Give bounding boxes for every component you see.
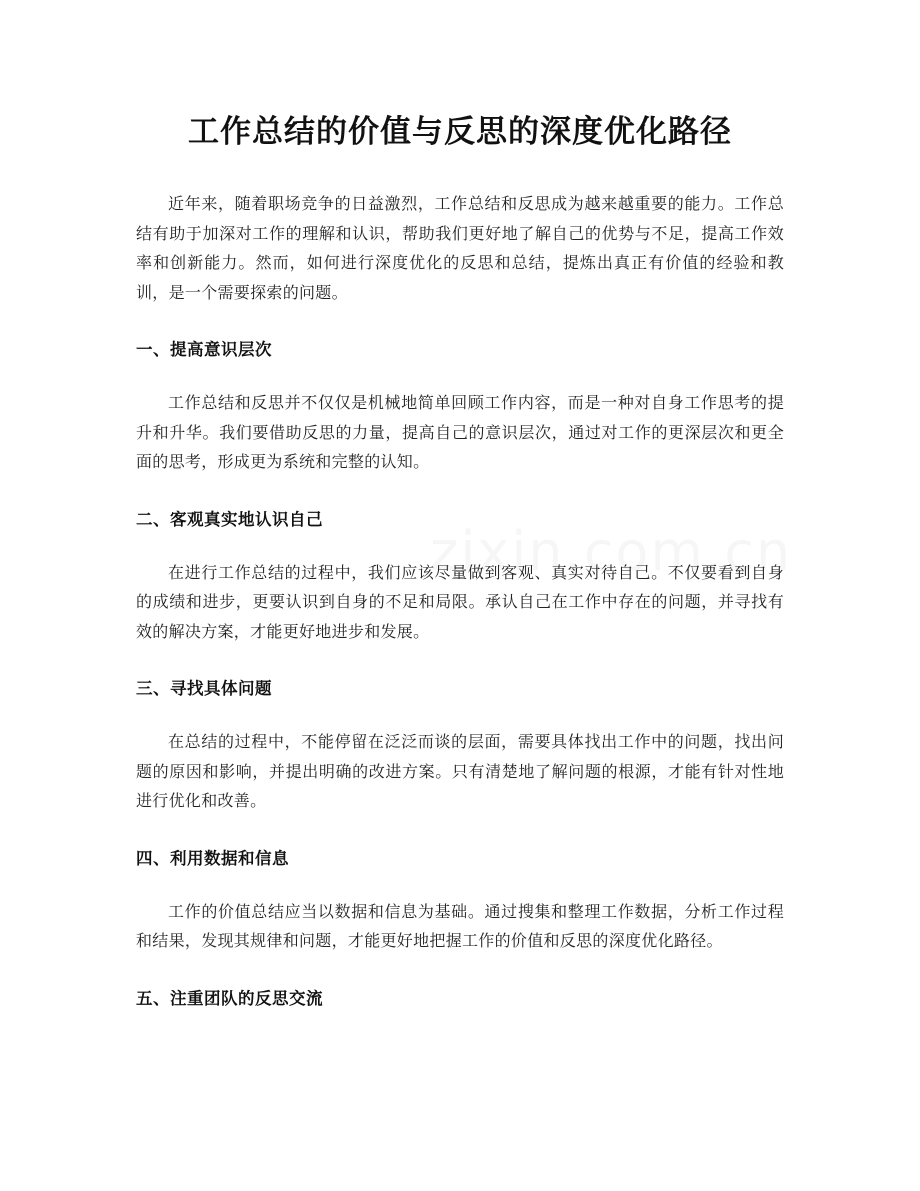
section-body-2: 在进行工作总结的过程中，我们应该尽量做到客观、真实对待自己。不仅要看到自身的成绩和进步，更要认识到自身的不足和局限。承认自己在工作中存在的问题，并寻找有效的解决方案，才能更好地进步和发展。 [136, 562, 784, 641]
section-heading-3: 三、寻找具体问题 [136, 679, 272, 698]
section-body-4: 工作的价值总结应当以数据和信息为基础。通过搜集和整理工作数据，分析工作过程和结果，发现其规律和问题，才能更好地把握工作的价值和反思的深度优化路径。 [136, 901, 784, 950]
section-heading-4: 四、利用数据和信息 [136, 848, 289, 868]
section-heading-5: 五、注重团队的反思交流 [136, 988, 323, 1008]
section-body-1: 工作总结和反思并不仅仅是机械地简单回顾工作内容，而是一种对自身工作思考的提升和升华。我们要借助反思的力量，提高自己的意识层次，通过对工作的更深层次和更全面的思考，形成更为系统和完整的认知。 [136, 393, 784, 471]
section-body-3: 在总结的过程中，不能停留在泛泛而谈的层面，需要具体找出工作中的问题，找出问题的原因和影响，并提出明确的改进方案。只有清楚地了解问题的根源，才能有针对性地进行优化和改善。 [136, 732, 784, 810]
section-heading-2: 二、客观真实地认识自己 [136, 509, 323, 529]
intro-paragraph: 近年来，随着职场竞争的日益激烈，工作总结和反思成为越来越重要的能力。工作总结有助于加深对工作的理解和认识，帮助我们更好地了解自己的优势与不足，提高工作效率和创新能力。然而，如何进行深度优化的反思和总结，提炼出真正有价值的经验和教训，是一个需要探索的问题。 [136, 194, 784, 302]
section-heading-1: 一、提高意识层次 [136, 340, 272, 359]
document-title: 工作总结的价值与反思的深度优化路径 [188, 114, 732, 150]
